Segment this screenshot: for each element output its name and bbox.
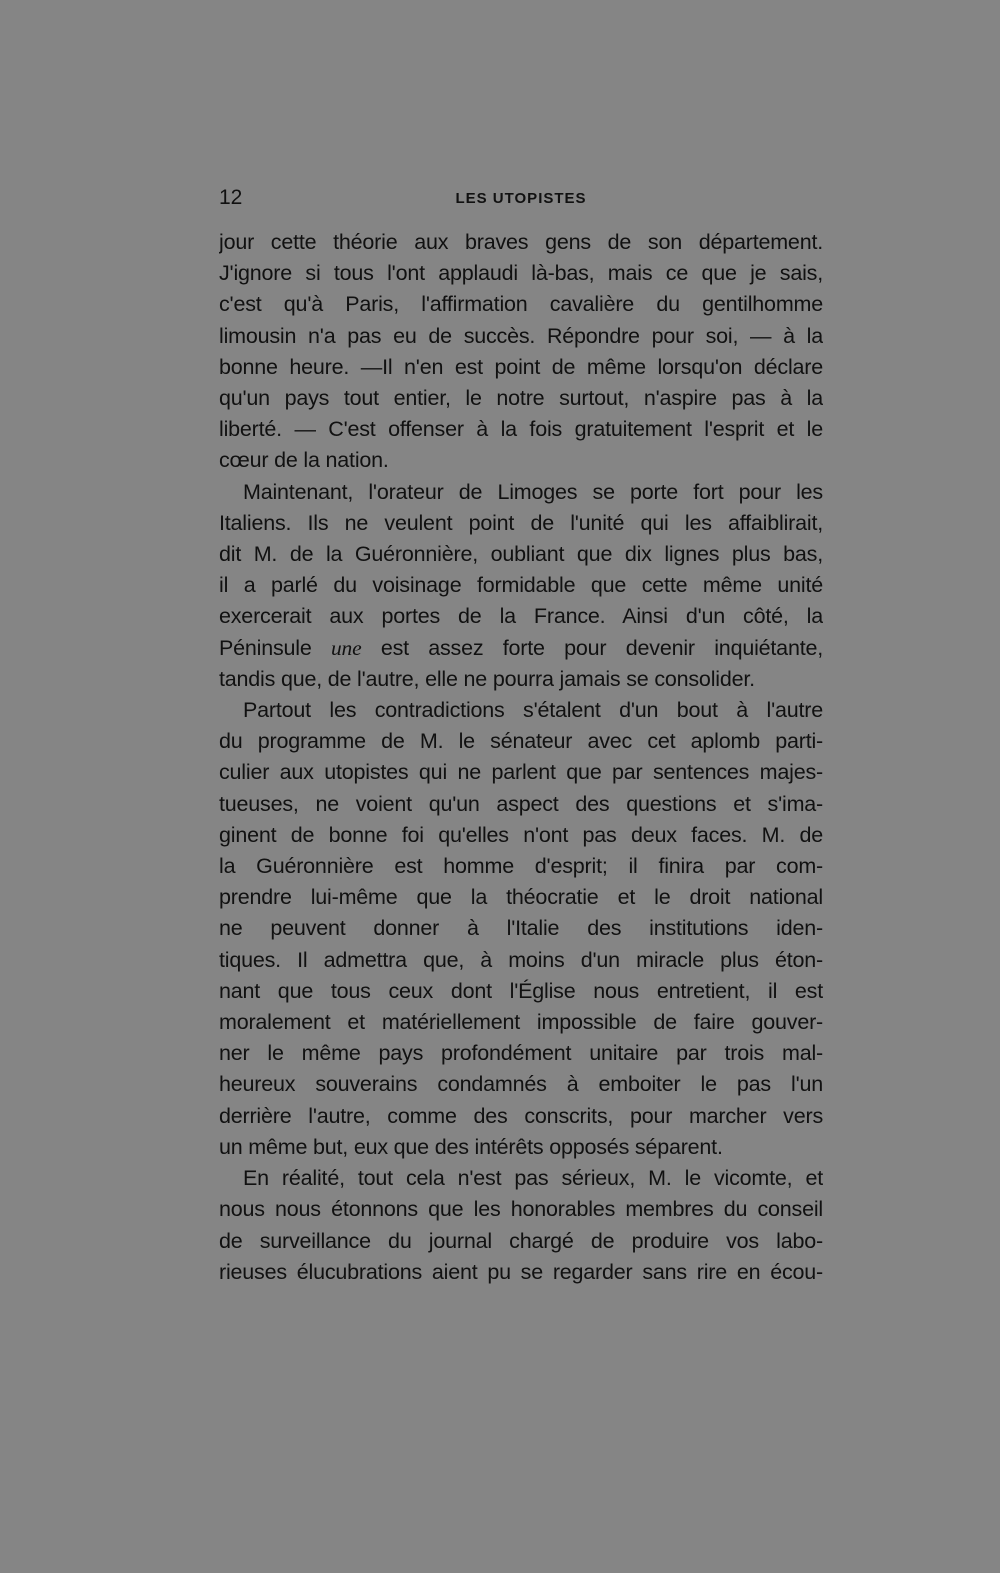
- text-line: Maintenant, l'orateur de Limoges se porte fort pour les: [243, 479, 823, 504]
- text-line: liberté. — C'est offenser à la fois gratuitement l'esprit et le: [219, 417, 823, 442]
- page-number: 12: [219, 186, 243, 209]
- text-line-with-italic: [219, 633, 823, 664]
- text-segment-after: est assez forte pour devenir inquiétante,: [361, 635, 823, 660]
- text-line: En réalité, tout cela n'est pas sérieux, M. le vicomte, et: [243, 1166, 823, 1191]
- text-line: ginent de bonne foi qu'elles n'ont pas deux faces. M. de: [219, 822, 823, 847]
- text-line: bonne heure. —Il n'en est point de même lorsqu'on déclare: [219, 354, 823, 379]
- text-line: heureux souverains condamnés à emboiter le pas l'un: [219, 1072, 823, 1097]
- text-line: exercerait aux portes de la France. Ainsi d'un côté, la: [219, 604, 823, 629]
- text-line: un même but, eux que des intérêts opposés séparent.: [219, 1134, 723, 1159]
- text-line: qu'un pays tout entier, le notre surtout, n'aspire pas à la: [219, 386, 823, 411]
- italic-word: une: [331, 635, 362, 660]
- body-text: [219, 227, 823, 1288]
- text-line: derrière l'autre, comme des conscrits, pour marcher vers: [219, 1103, 823, 1128]
- text-line: moralement et matériellement impossible de faire gouver-: [219, 1010, 823, 1035]
- text-line: tiques. Il admettra que, à moins d'un miracle plus éton-: [219, 947, 823, 972]
- text-line: jour cette théorie aux braves gens de son département.: [219, 230, 823, 254]
- text-line: il a parlé du voisinage formidable que cette même unité: [219, 573, 823, 598]
- text-line: ne peuvent donner à l'Italie des institutions iden-: [219, 916, 823, 941]
- text-line: nous nous étonnons que les honorables membres du conseil: [219, 1197, 823, 1222]
- text-line: ner le même pays profondément unitaire par trois mal-: [219, 1041, 823, 1066]
- text-line: culier aux utopistes qui ne parlent que par sentences majes-: [219, 760, 823, 785]
- running-header: [219, 182, 823, 214]
- text-segment-before: Péninsule: [219, 635, 331, 660]
- text-line: Italiens. Ils ne veulent point de l'unité qui les affaiblirait,: [219, 510, 823, 535]
- paragraph-1: [219, 227, 823, 477]
- text-line: c'est qu'à Paris, l'affirmation cavalière du gentilhomme: [219, 292, 823, 317]
- text-line: limousin n'a pas eu de succès. Répondre pour soi, — à la: [219, 323, 823, 348]
- text-line: la Guéronnière est homme d'esprit; il finira par com-: [219, 854, 823, 879]
- paragraph-4: [219, 1163, 823, 1288]
- paragraph-2: [219, 477, 823, 695]
- paragraph-3: [219, 695, 823, 1163]
- text-line: J'ignore si tous l'ont applaudi là-bas, mais ce que je sais,: [219, 261, 823, 286]
- text-line: rieuses élucubrations aient pu se regarder sans rire en écou-: [219, 1259, 823, 1284]
- text-line: tandis que, de l'autre, elle ne pourra jamais se consolider.: [219, 666, 755, 691]
- text-line: cœur de la nation.: [219, 448, 389, 473]
- text-line: de surveillance du journal chargé de produire vos labo-: [219, 1228, 823, 1253]
- book-page: [219, 182, 823, 1288]
- text-line: prendre lui-même que la théocratie et le droit national: [219, 885, 823, 910]
- running-title: LES UTOPISTES: [455, 190, 587, 207]
- text-line: dit M. de la Guéronnière, oubliant que dix lignes plus bas,: [219, 542, 823, 567]
- text-line: nant que tous ceux dont l'Église nous entretient, il est: [219, 978, 823, 1003]
- text-line: tueuses, ne voient qu'un aspect des questions et s'ima-: [219, 791, 823, 816]
- text-line: Partout les contradictions s'étalent d'un bout à l'autre: [243, 698, 823, 723]
- text-line: du programme de M. le sénateur avec cet aplomb parti-: [219, 729, 823, 754]
